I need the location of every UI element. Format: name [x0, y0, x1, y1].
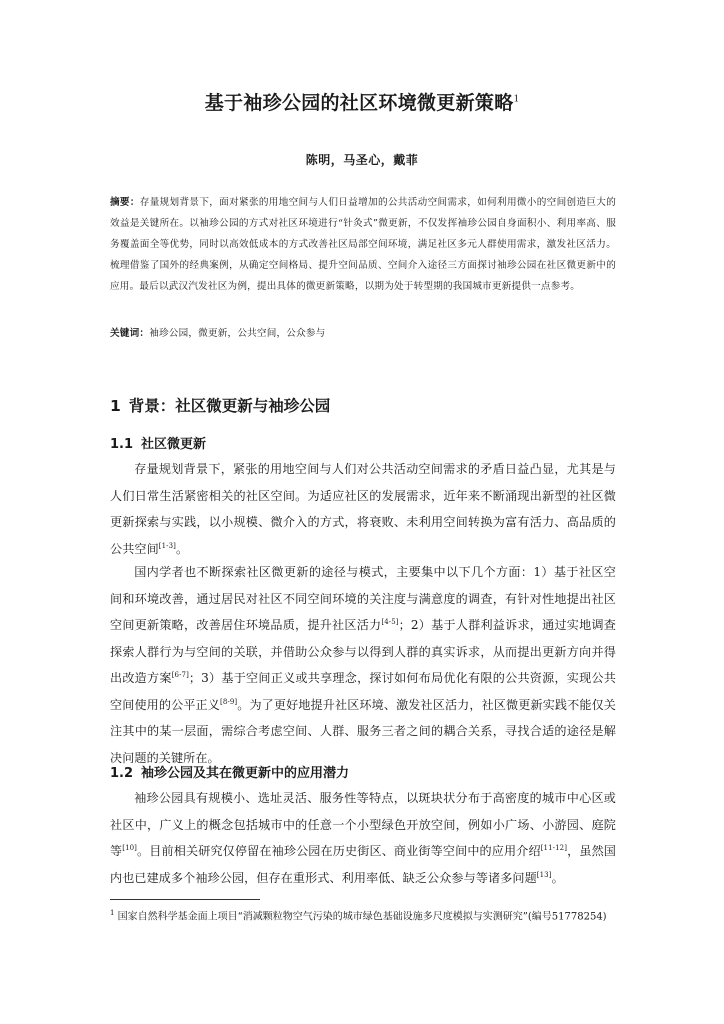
citation: [11-12]	[540, 843, 568, 852]
footnote-mark: 1	[110, 909, 115, 917]
paragraph-2	[110, 559, 616, 771]
citation: [13]	[536, 870, 552, 879]
footnote-text: 国家自然科学基金面上项目“消减颗粒物空气污染的城市绿色基础设施多尺度模拟与实测研究”(编号51778254)	[117, 911, 607, 923]
abstract-text: 存量规划背景下，面对紧张的用地空间与人们日益增加的公共活动空间需求，如何利用微小的空间创造巨大的效益是关键所在。以袖珍公园的方式对社区环境进行“针灸式”微更新，不仅发挥袖珍公园自身面积小、利用率高、服务覆盖面全等优势，同时以高效低成本的方式改善社区局部空间环境，满足社区多元人群使用需求，激发社区活力。梳理借鉴了国外的经典案例，从确定空间格局、提升空间品质、空间介入途径三方面探讨袖珍公园在社区微更新中的应用。最后以武汉汽发社区为例，提出具体的微更新策略，以期为处于转型期的我国城市更新提供一点参考。	[110, 197, 616, 292]
citation: [8-9]	[219, 697, 238, 706]
section-heading-1	[110, 394, 330, 416]
subsection-number: 1.2	[110, 766, 134, 781]
citation: [1-3]	[158, 541, 177, 550]
footnote	[110, 906, 616, 924]
citation: [4-5]	[381, 617, 399, 626]
paragraph-text: 袖珍公园具有规模小、选址灵活、服务性等特点，以斑块状分布于高密度的城市中心区或社区中，广义上的概念包括城市中的任意一个小型绿色开放空间，例如小广场、小游园、庭院等	[110, 791, 616, 858]
paragraph-3	[110, 785, 616, 891]
abstract	[110, 192, 616, 297]
paragraph-text: 。	[176, 541, 189, 556]
citation: [6-7]	[171, 670, 189, 679]
subsection-title: 社区微更新	[141, 437, 207, 452]
citation: [10]	[122, 843, 138, 852]
abstract-label: 摘要：	[110, 197, 140, 208]
paragraph-text: 。为了更好地提升社区环境、激发社区活力，社区微更新实践不能仅关注其中的某一层面，需综合考虑空间、人群、服务三者之间的耦合关系，寻找合适的途径是解决问题的关键所在。	[110, 697, 617, 765]
subsection-heading-1-1	[110, 433, 206, 452]
paper-title-text: 基于袖珍公园的社区环境微更新策略	[204, 92, 514, 114]
section-title: 背景：社区微更新与袖珍公园	[128, 397, 331, 415]
paragraph-text: ；2）基于人群利益诉求，通过实地调查探索人群行为与空间的关联，并借助公众参与以得到人群的真实诉求，从而提出更新方向并得出改造方案	[110, 618, 617, 685]
paragraph-text: 国内学者也不断探索社区微更新的途径与模式，主要集中以下几个方面：1）基于社区空间和环境改善，通过居民对社区不同空间环境的关注度与满意度的调查，有针对性地提出社区空间更新策略，改善居住环境品质，提升社区活力	[110, 565, 616, 632]
subsection-heading-1-2	[110, 762, 349, 781]
paragraph-text: 存量规划背景下，紧张的用地空间与人们对公共活动空间需求的矛盾日益凸显，尤其是与人们日常生活紧密相关的社区空间。为适应社区的发展需求，近年来不断涌现出新型的社区微更新探索与实践，以小规模、微介入的方式，将衰败、未利用空间转换为富有活力、高品质的公共空间	[110, 462, 616, 556]
keywords-label: 关键词：	[110, 328, 150, 339]
paragraph-1	[110, 456, 616, 562]
subsection-title: 袖珍公园及其在微更新中的应用潜力	[141, 766, 350, 781]
title-footnote-mark: 1	[513, 92, 520, 105]
author-list: 陈明，马圣心，戴菲	[305, 153, 419, 167]
paper-title	[0, 88, 724, 115]
paragraph-text: ，虽然国内也已建成多个袖珍公园，但存在重形式、利用率低、缺乏公众参与等诸多问题	[110, 844, 616, 885]
keywords	[110, 325, 616, 343]
section-number: 1	[110, 397, 121, 415]
paragraph-text: 。目前相关研究仅停留在袖珍公园在历史街区、商业街等空间中的应用介绍	[137, 844, 541, 858]
keywords-text: 袖珍公园，微更新，公共空间，公众参与	[149, 328, 326, 339]
subsection-number: 1.1	[110, 437, 134, 452]
paragraph-text: 。	[551, 870, 564, 885]
footnote-divider	[110, 899, 260, 900]
paragraph-text: ；3）基于空间正义或共享理念，探讨如何布局优化有限的公共资源，实现公共空间使用的公平正义	[110, 671, 616, 712]
